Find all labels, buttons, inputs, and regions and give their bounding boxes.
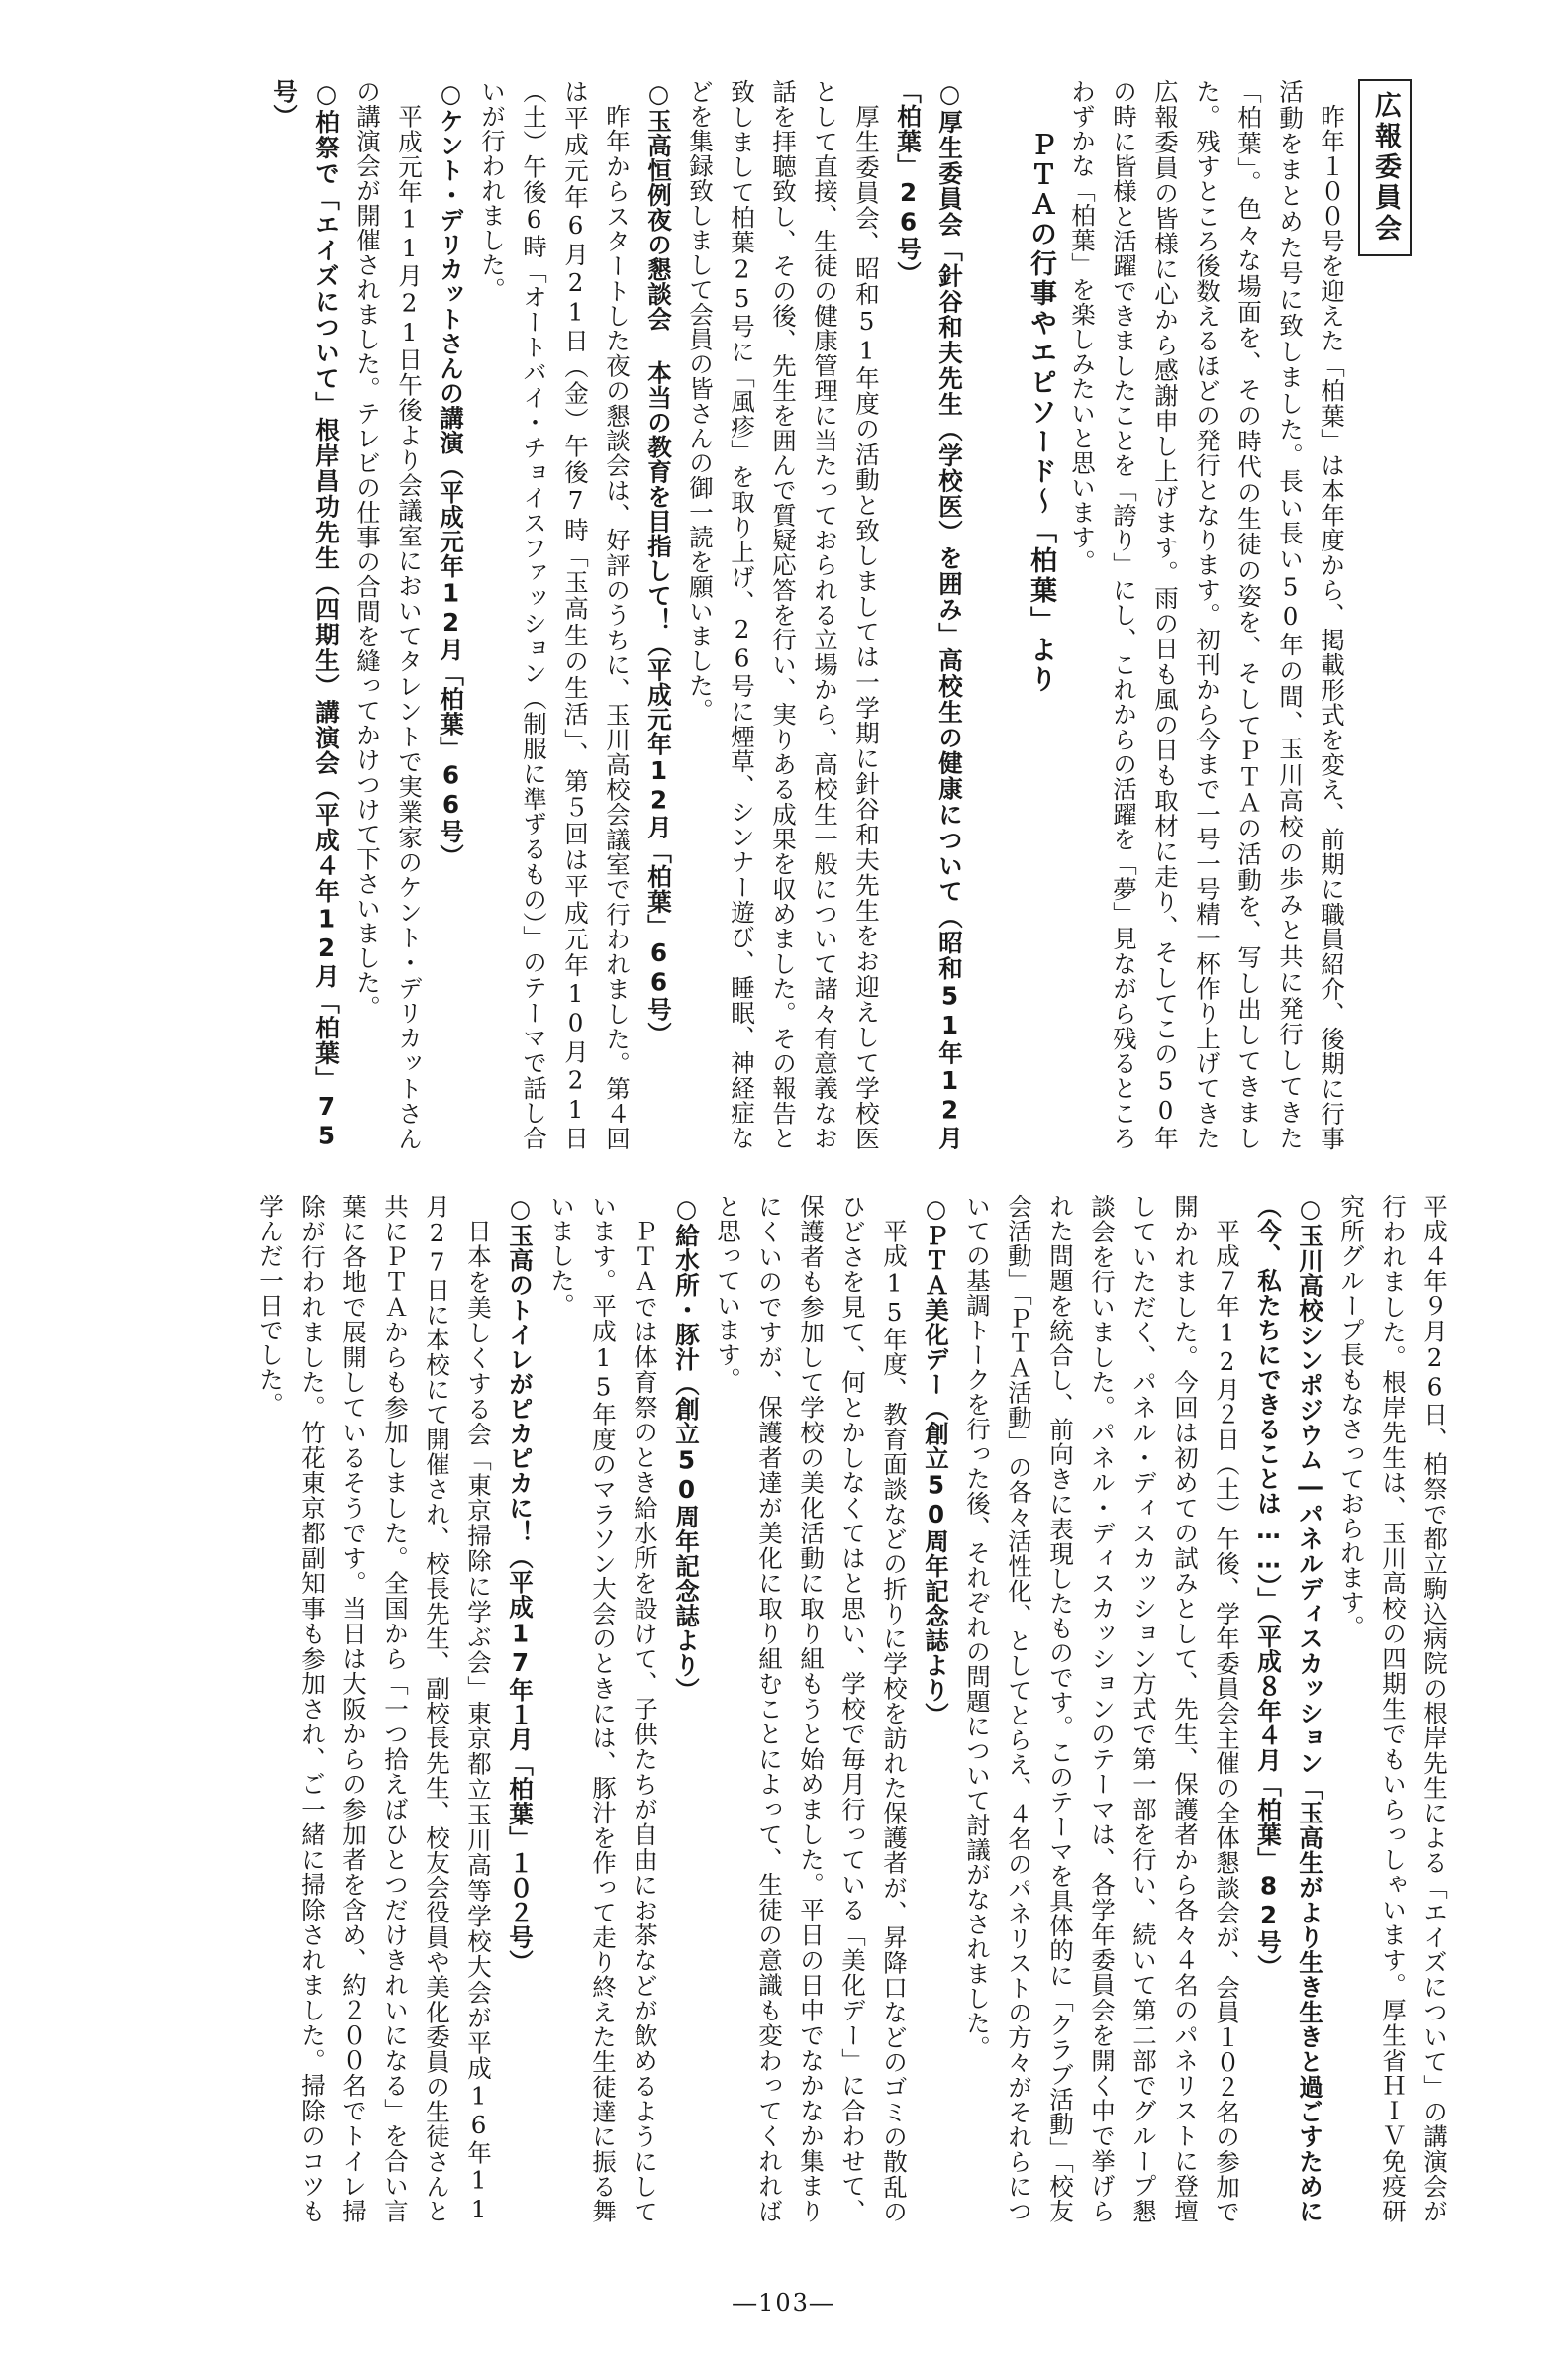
lower-text-block: [230, 1194, 1455, 2223]
item-heading-water-station: ○給水所・豚汁（創立50周年記念誌より）: [672, 1194, 701, 1703]
item-heading-symposium: ○玉川高校シンポジウム―パネルディスカッション「玉高生がより生き生きと過ごすために（今、私たちにできることは……）」（平成８年４月「柏葉」82号）: [1254, 1194, 1324, 2223]
item-heading-aids-lecture: ○柏祭で「エイズについて」根岸昌功先生（四期生）講演会（平成４年12月「柏葉」75号）: [270, 79, 341, 1150]
item-body-aids-lecture: 平成４年９月26日、柏祭で都立駒込病院の根岸先生による「エイズについて」の講演会が行われました。根岸先生は、玉川高校の四期生でもいらっしゃいます。厚生省ＨＩＶ免疫研究所グループ長もなさっておられます。: [1337, 1194, 1449, 2223]
item-body-toilet-cleaning: 日本を美しくする会「東京掃除に学ぶ会」東京都立玉川高等学校大会が平成16年11月27日に本校にて開催され、校長先生、副校長先生、校友会役員や美化委員の生徒さんと共にＰＴＡからも参加しました。全国から「一つ拾えばひとつだけきれいになる」を合い言葉に各地で展開しているそうです。当日は大阪からの参加者を含め、約２００名でトイレ掃除が行われました。竹花東京都副知事も参加され、ご一緒に掃除されました。掃除のコツも学んだ一日でした。: [256, 1194, 493, 2223]
item-heading-evening-meeting: ○玉高恒例夜の懇談会 本当の教育を目指して！（平成元年12月「柏葉」66号）: [644, 79, 673, 1046]
page-number: ―103―: [733, 2289, 835, 2316]
committee-title-box: 広報委員会: [1358, 79, 1412, 256]
item-heading-health: ○厚生委員会「針谷和夫先生（学校医）を囲み」高校生の健康について（昭和51年12月「柏葉」26号）: [894, 79, 964, 1150]
upper-text-block: [156, 79, 1412, 1150]
section-title: ＰＴＡの行事やエピソード～「柏葉」より: [1026, 131, 1056, 695]
item-heading-cleanup-day: ○ＰＴＡ美化デー（創立50周年記念誌より）: [922, 1194, 950, 1727]
item-body-health: 厚生委員会、昭和51年度の活動と致しましては一学期に針谷和夫先生をお迎えして学校医として直接、生徒の健康管理に当たっておられる立場から、高校生一般について諸々有意義なお話を拝聴致し、その後、先生を囲んで質疑応答を行い、実りある成果を収めました。その報告と致しまして柏葉25号に「風疹」を取り上げ、26号に煙草、シンナー遊び、睡眠、神経症などを集録致しまして会員の皆さんの御一読を願いました。: [686, 79, 881, 1150]
item-body-kent-lecture: 平成元年11月21日午後より会議室においてタレントで実業家のケント・デリカットさんの講演会が開催されました。テレビの仕事の合間を縫ってかけつけて下さいました。: [353, 79, 424, 1150]
item-body-evening-meeting: 昨年からスタートした夜の懇談会は、好評のうちに、玉川高校会議室で行われました。第４回は平成元年6月21日（金）午後7時「玉高生の生活」、第５回は平成元年10月21日（土）午後6時「オートバイ・チョイスファッション（制服に準ずるもの）」のテーマで話し合いが行われました。: [478, 79, 632, 1150]
item-body-cleanup-day: 平成15年度、教育面談などの折りに学校を訪れた保護者が、昇降口などのゴミの散乱のひどさを見て、何とかしなくてはと思い、学校で毎月行っている「美化デー」に合わせて、保護者も参加して学校の美化活動に取り組もうと始めました。平日の日中でなかなか集まりにくいのですが、保護者達が美化に取り組むことによって、生徒の意識も変わってくれればと思っています。: [714, 1194, 909, 2223]
item-heading-kent-lecture: ○ケント・デリカットさんの講演（平成元年12月「柏葉」66号）: [437, 79, 465, 869]
intro-paragraph: 昨年１００号を迎えた「柏葉」は本年度から、掲載形式を変え、前期に職員紹介、後期に行事活動をまとめた号に致しました。長い長い50年の間、玉川高校の歩みと共に発行してきた「柏葉」。色々な場面を、その時代の生徒の姿を、そしてＰＴＡの活動を、写し出してきました。残すところ後数えるほどの発行となります。初刊から今まで一号一号精一杯作り上げてきた広報委員の皆様に心から感謝申し上げます。雨の日も風の日も取材に走り、そしてこの50年の時に皆様と活躍できましたことを「誇り」にし、これからの活躍を「夢」見ながら残るところわずかな「柏葉」を楽しみたいと思います。: [1068, 79, 1346, 1150]
item-body-water-station: ＰＴＡでは体育祭のとき給水所を設けて、子供たちが自由にお茶などが飲めるようにしています。平成15年度のマラソン大会のときには、豚汁を作って走り終えた生徒達に振る舞いました。: [547, 1194, 659, 2223]
item-body-symposium: 平成７年12月２日（土）午後、学年委員会主催の全体懇談会が、会員１０２名の参加で開かれました。今回は初めての試みとして、先生、保護者から各々４名のパネリストに登壇していただく、パネル・ディスカッション方式で第一部を行い、続いて第二部でグループ懇談会を行いました。パネル・ディスカッションのテーマは、各学年委員会を開く中で挙げられた問題を統合し、前向きに表現したものです。このテーマを具体的に「クラブ活動」「校友会活動」「ＰＴＡ活動」の各々活性化、としてとらえ、４名のパネリストの方々がそれらについての基調トークを行った後、それぞれの問題について討議がなされました。: [963, 1194, 1241, 2223]
item-heading-toilet-cleaning: ○玉高のトイレがピカピカに！（平成17年１月「柏葉」１０２号）: [506, 1194, 535, 1975]
section-spacer: [970, 79, 1006, 1150]
